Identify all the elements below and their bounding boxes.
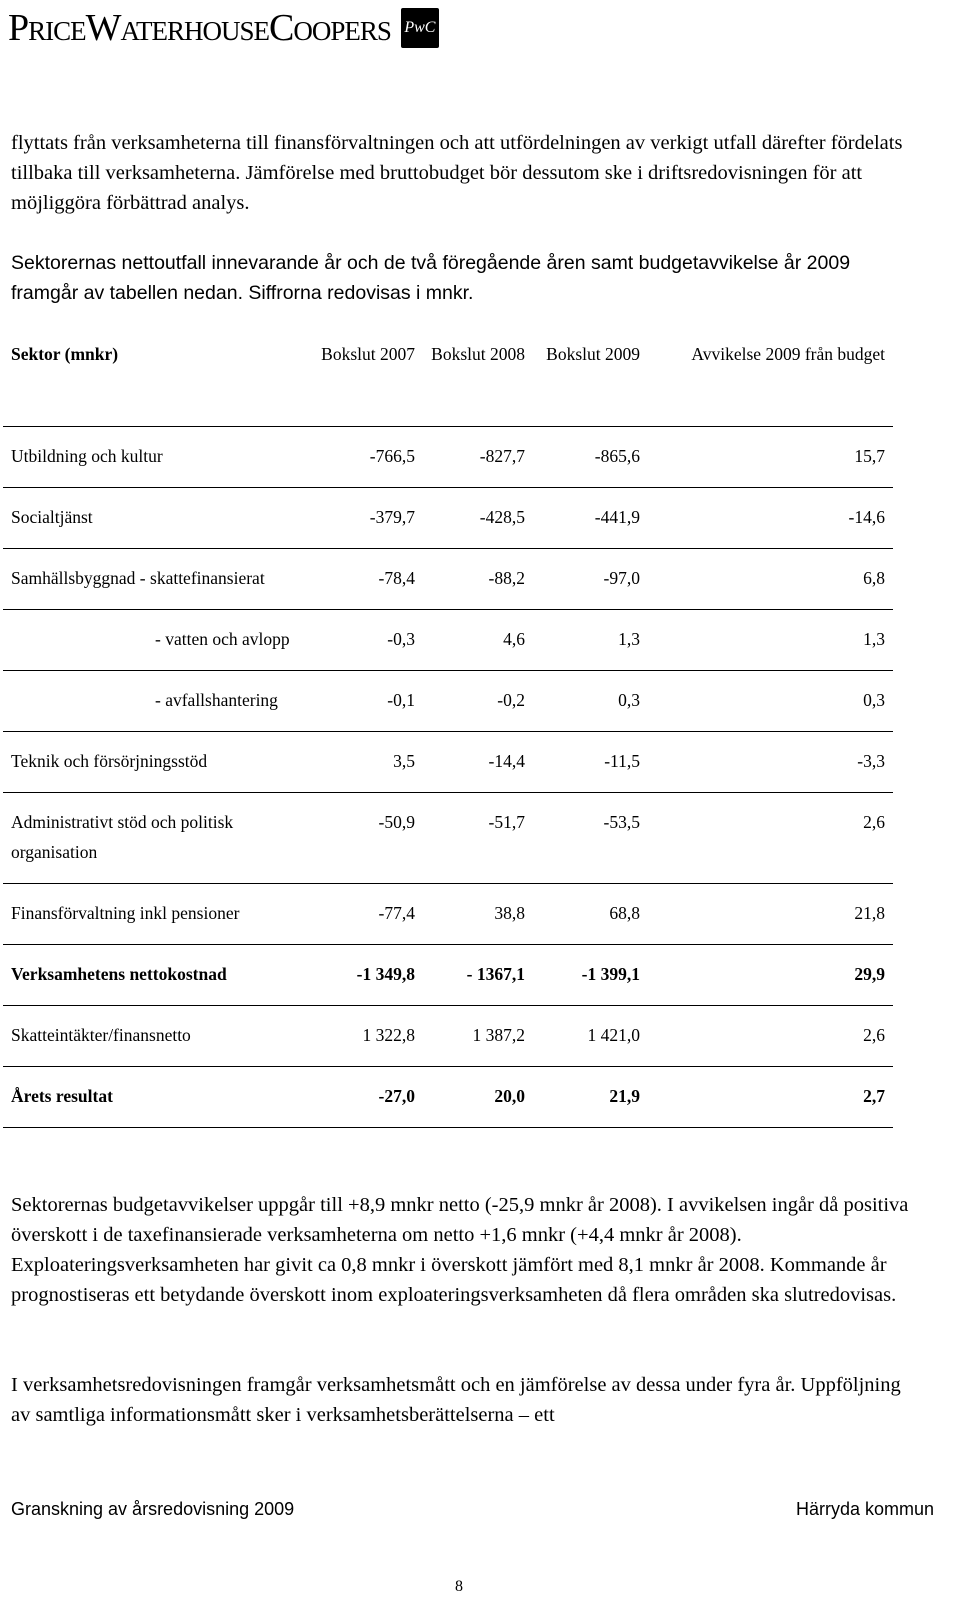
cell-avvikelse: 15,7 xyxy=(648,426,893,487)
sector-results-table xyxy=(3,325,893,1128)
cell-2007: -1 349,8 xyxy=(313,944,423,1005)
cell-2008: -88,2 xyxy=(423,548,533,609)
cell-2009: 1,3 xyxy=(533,609,648,670)
body-paragraph-3: Sektorernas budgetavvikelser uppgår till +8,9 mnkr netto (-25,9 mnkr år 2008). I avvikelsen ingår då positiva överskott i de taxefinansierade verksamheterna om netto +1,6 mnkr (+4,4 mnkr år 2008). Exploateringsverksamheten har givit ca 0,8 mnkr i överskott jämfört med 8,1 mnkr år 2008. Kommande år prognostiseras ett betydande överskott inom exploateringsverksamheten då flera områden ska slutredovisas. xyxy=(11,1194,909,1306)
cell-avvikelse: 21,8 xyxy=(648,883,893,944)
row-label: Årets resultat xyxy=(3,1066,313,1127)
header-sector: Sektor (mnkr) xyxy=(3,325,313,426)
cell-2008: -428,5 xyxy=(423,487,533,548)
row-label: Utbildning och kultur xyxy=(3,426,313,487)
cell-2008: -0,2 xyxy=(423,670,533,731)
cell-avvikelse: 6,8 xyxy=(648,548,893,609)
cell-2007: -50,9 xyxy=(313,792,423,883)
cell-2009: 21,9 xyxy=(533,1066,648,1127)
cell-2009: 1 421,0 xyxy=(533,1005,648,1066)
table-header-row xyxy=(3,325,893,426)
cell-avvikelse: 2,7 xyxy=(648,1066,893,1127)
row-label: Samhällsbyggnad - skattefinansierat xyxy=(3,548,313,609)
body-paragraph-2: Sektorernas nettoutfall innevarande år och de två föregående åren samt budgetavvikelse år 2009 framgår av tabellen nedan. Siffrorna redovisas i mnkr. xyxy=(11,252,851,304)
cell-2008: -14,4 xyxy=(423,731,533,792)
cell-2009: -53,5 xyxy=(533,792,648,883)
cell-2007: -77,4 xyxy=(313,883,423,944)
cell-2008: 38,8 xyxy=(423,883,533,944)
cell-2008: -51,7 xyxy=(423,792,533,883)
cell-2008: 20,0 xyxy=(423,1066,533,1127)
cell-2008: - 1367,1 xyxy=(423,944,533,1005)
cell-2009: -865,6 xyxy=(533,426,648,487)
row-label: - vatten och avlopp xyxy=(3,609,313,670)
row-label: Finansförvaltning inkl pensioner xyxy=(3,883,313,944)
logo-wordmark: PriceWaterhouseCoopers xyxy=(8,7,391,49)
cell-avvikelse: -3,3 xyxy=(648,731,893,792)
table-row xyxy=(3,883,893,944)
table-row xyxy=(3,548,893,609)
footer-municipality: Härryda kommun xyxy=(795,1499,934,1519)
logo-emblem: PwC xyxy=(401,8,439,48)
table-row xyxy=(3,426,893,487)
page-number: 8 xyxy=(455,1578,463,1595)
header-bokslut-2007: Bokslut 2007 xyxy=(313,325,423,426)
row-label: Administrativt stöd och politisk organisation xyxy=(3,792,313,883)
cell-2009: -441,9 xyxy=(533,487,648,548)
cell-avvikelse: -14,6 xyxy=(648,487,893,548)
cell-2009: 0,3 xyxy=(533,670,648,731)
cell-2008: 4,6 xyxy=(423,609,533,670)
header-bokslut-2008: Bokslut 2008 xyxy=(423,325,533,426)
cell-2007: -0,3 xyxy=(313,609,423,670)
table-row-result xyxy=(3,1066,893,1127)
table-row xyxy=(3,609,893,670)
row-label: Skatteintäkter/finansnetto xyxy=(3,1005,313,1066)
row-label: Socialtjänst xyxy=(3,487,313,548)
cell-avvikelse: 1,3 xyxy=(648,609,893,670)
company-logo xyxy=(8,4,439,52)
row-label: Verksamhetens nettokostnad xyxy=(3,944,313,1005)
header-avvikelse: Avvikelse 2009 från budget xyxy=(648,325,893,426)
cell-2007: -379,7 xyxy=(313,487,423,548)
table-row xyxy=(3,792,893,883)
header-bokslut-2009: Bokslut 2009 xyxy=(533,325,648,426)
table-row-total xyxy=(3,944,893,1005)
cell-avvikelse: 2,6 xyxy=(648,792,893,883)
cell-2008: -827,7 xyxy=(423,426,533,487)
body-paragraph-1: flyttats från verksamheterna till finansförvaltningen och att utfördelningen av verkigt utfall därefter fördelats tillbaka till verksamheterna. Jämförelse med bruttobudget bör dessutom ske i driftsredovisningen för att möjliggöra förbättrad analys. xyxy=(11,132,903,214)
cell-2007: -78,4 xyxy=(313,548,423,609)
row-label: - avfallshantering xyxy=(3,670,313,731)
cell-avvikelse: 0,3 xyxy=(648,670,893,731)
cell-2009: -97,0 xyxy=(533,548,648,609)
table-row xyxy=(3,1005,893,1066)
table-row xyxy=(3,670,893,731)
cell-2007: -0,1 xyxy=(313,670,423,731)
table-row xyxy=(3,487,893,548)
footer-report-title: Granskning av årsredovisning 2009 xyxy=(11,1499,295,1519)
cell-avvikelse: 29,9 xyxy=(648,944,893,1005)
cell-2009: -1 399,1 xyxy=(533,944,648,1005)
cell-avvikelse: 2,6 xyxy=(648,1005,893,1066)
cell-2008: 1 387,2 xyxy=(423,1005,533,1066)
body-paragraph-4: I verksamhetsredovisningen framgår verksamhetsmått och en jämförelse av dessa under fyra år. Uppföljning av samtliga informationsmått sker i verksamhetsberättelserna – ett xyxy=(11,1374,901,1426)
cell-2007: -27,0 xyxy=(313,1066,423,1127)
cell-2009: 68,8 xyxy=(533,883,648,944)
cell-2007: -766,5 xyxy=(313,426,423,487)
table-row xyxy=(3,731,893,792)
cell-2007: 3,5 xyxy=(313,731,423,792)
row-label: Teknik och försörjningsstöd xyxy=(3,731,313,792)
cell-2007: 1 322,8 xyxy=(313,1005,423,1066)
cell-2009: -11,5 xyxy=(533,731,648,792)
